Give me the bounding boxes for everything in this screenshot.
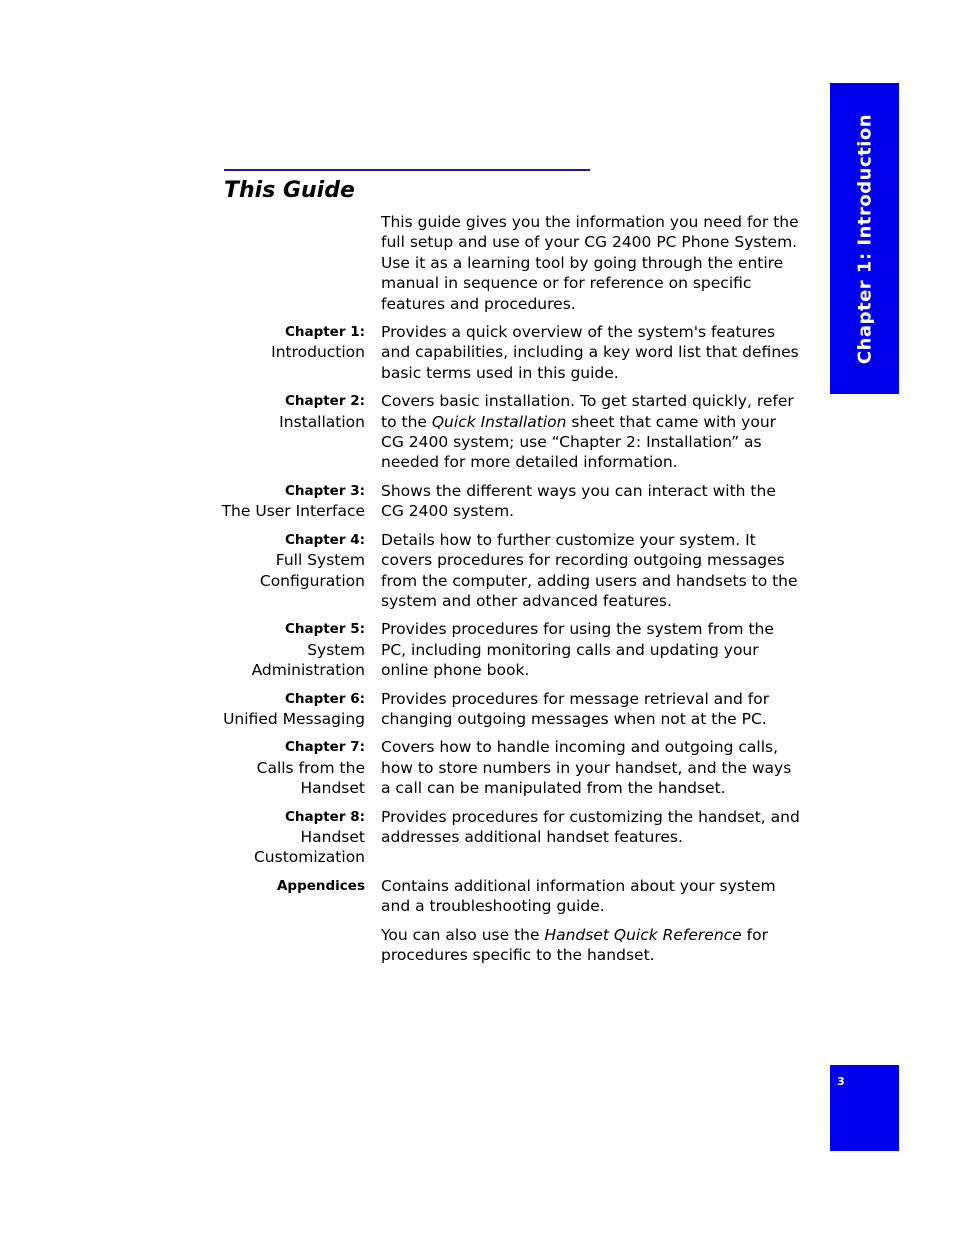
- guide-content: [216, 212, 816, 965]
- chapter-entry-6: [216, 689, 816, 730]
- chapter-description: Provides a quick overview of the system's features and capabilities, including a key word list that defines basic terms used in this guide.: [381, 323, 799, 382]
- chapter-number: Chapter 2:: [284, 393, 365, 410]
- chapter-label: [216, 530, 365, 612]
- chapter-label: [216, 689, 365, 730]
- chapter-entry-1: [216, 322, 816, 383]
- appendices-entry: [216, 876, 816, 917]
- chapter-entry-4: [216, 530, 816, 612]
- chapter-number: Chapter 1:: [284, 324, 365, 341]
- closing-text: You can also use the: [381, 925, 545, 944]
- document-reference: Quick Installation: [431, 412, 567, 431]
- chapter-label: [216, 807, 365, 868]
- chapter-title-line: Administration: [251, 661, 365, 680]
- closing-text: for procedures specific to the handset.: [381, 925, 768, 964]
- document-reference: Handset Quick Reference: [544, 925, 742, 944]
- closing-paragraph: [381, 925, 801, 966]
- chapter-label: [216, 737, 365, 798]
- chapter-label: [216, 876, 365, 917]
- chapter-number: Chapter 4:: [284, 531, 365, 548]
- chapter-title-line: System: [307, 640, 365, 659]
- chapter-entry-7: [216, 737, 816, 798]
- chapter-title-line: Customization: [253, 848, 365, 867]
- chapter-label: [216, 391, 365, 473]
- section-rule: [224, 169, 590, 171]
- chapter-entry-8: [216, 807, 816, 868]
- desc-text: sheet that came with your CG 2400 system; use “Chapter 2: Installation” as needed for more detailed information.: [381, 412, 777, 472]
- chapter-description: [381, 391, 801, 473]
- chapter-title-line: Introduction: [271, 343, 365, 362]
- chapter-title-line: Calls from the: [256, 758, 365, 777]
- chapter-description: Provides procedures for message retrieval and for changing outgoing messages when not at the PC.: [381, 689, 770, 728]
- chapter-description: Covers how to handle incoming and outgoing calls, how to store numbers in your handset, and the ways a call can be manipulated from the handset.: [381, 738, 792, 798]
- chapter-description: Shows the different ways you can interact with the CG 2400 system.: [381, 481, 776, 521]
- page-number-tab: [830, 1065, 899, 1151]
- chapter-entry-2: [216, 391, 816, 473]
- page-number: 3: [837, 1075, 845, 1088]
- chapter-number: Chapter 8:: [284, 808, 365, 825]
- chapter-title-line: Configuration: [259, 571, 365, 590]
- chapter-entry-5: [216, 619, 816, 680]
- chapter-side-tab-label: Chapter 1: Introduction: [854, 113, 875, 364]
- appendices-label: Appendices: [276, 877, 365, 894]
- desc-text: Covers basic installation. To get started quickly, refer to the: [381, 392, 794, 431]
- chapter-number: Chapter 6:: [284, 690, 365, 707]
- chapter-description: Contains additional information about your system and a troubleshooting guide.: [381, 876, 776, 916]
- chapter-label: [216, 481, 365, 522]
- chapter-number: Chapter 5:: [284, 621, 365, 638]
- chapter-side-tab: [830, 83, 899, 394]
- chapter-number: Chapter 3:: [284, 482, 365, 499]
- chapter-title-line: Unified Messaging: [223, 709, 365, 728]
- intro-paragraph: This guide gives you the information you need for the full setup and use of your CG 2400 PC Phone System. Use it as a learning tool by going through the entire manual in sequence or for reference on specific features and procedures.: [381, 213, 799, 313]
- chapter-description: Details how to further customize your system. It covers procedures for recording outgoing messages from the computer, adding users and handsets to the system and other advanced features.: [381, 530, 798, 610]
- chapter-description: Provides procedures for using the system from the PC, including monitoring calls and updating your online phone book.: [381, 620, 774, 680]
- chapter-label: [216, 619, 365, 680]
- chapter-number: Chapter 7:: [284, 739, 365, 756]
- chapter-title-line: Installation: [279, 412, 365, 431]
- chapter-label: [216, 322, 365, 383]
- chapter-title-line: Handset: [300, 827, 365, 846]
- chapter-entry-3: [216, 481, 816, 522]
- chapter-title-line: Full System: [275, 551, 365, 570]
- chapter-title-line: Handset: [300, 779, 365, 798]
- section-title: This Guide: [224, 178, 355, 203]
- chapter-title-line: The User Interface: [221, 502, 365, 521]
- chapter-description: Provides procedures for customizing the handset, and addresses additional handset features.: [381, 807, 800, 846]
